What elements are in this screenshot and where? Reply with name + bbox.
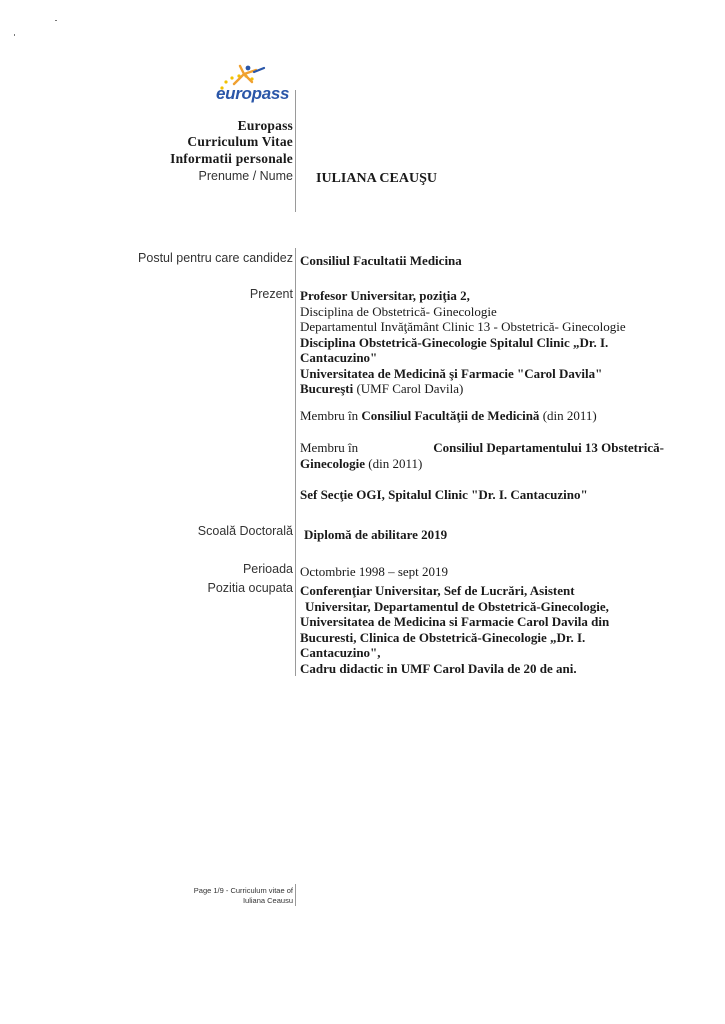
post-value: Consiliul Facultatii Medicina [300, 253, 462, 268]
wordmark-pass: pass [251, 84, 290, 103]
pozitia-line: Bucuresti, Clinica de Obstetrică-Ginecologie „Dr. I. [300, 629, 586, 645]
header-europass: Europass [237, 118, 293, 133]
scoala-label: Scoală Doctorală [197, 524, 293, 538]
perioada-value: Octombrie 1998 – sept 2019 [300, 564, 449, 579]
prezent-line: Departamentul Invăţământ Clinic 13 - Obstetrică- Ginecologie [300, 319, 626, 334]
umf-short-text: (UMF Carol Davila) [356, 381, 464, 396]
pozitia-line: Universitatea de Medicina si Farmacie Carol Davila din [300, 614, 610, 629]
prezent-line-city [300, 381, 626, 397]
membru1-prefix: Membru în [300, 408, 362, 423]
post-label: Postul pentru care candidez [138, 251, 293, 265]
name-label: Prenume / Nume [198, 169, 293, 183]
prezent-line: Profesor Universitar, poziţia 2, [300, 288, 470, 303]
membru2-prefix: Membru în [300, 440, 359, 455]
prezent-line: Universitatea de Medicină şi Farmacie "Carol Davila" [300, 365, 603, 381]
pozitia-line: Cadru didactic in UMF Carol Davila de 20 de ani. [300, 660, 577, 676]
pozitia-label: Pozitia ocupata [207, 581, 293, 595]
perioada-label: Perioada [242, 562, 293, 576]
membru2-line1 [300, 440, 664, 456]
prezent-line: Disciplina de Obstetrică- Ginecologie [300, 303, 497, 319]
membru2-bold: Consiliul Departamentului 13 Obstetrică- [433, 440, 664, 455]
column-divider [295, 90, 296, 212]
column-divider [295, 248, 296, 676]
scan-speck [14, 34, 15, 36]
page-footer [194, 886, 293, 906]
europass-wordmark [216, 84, 289, 104]
header-personal-info: Informatii personale [170, 151, 293, 166]
pozitia-line: Universitar, Departamentul de Obstetrică-Ginecologie, [305, 598, 609, 614]
membru1-suffix: (din 2011) [539, 408, 597, 423]
prezent-line: Cantacuzino" [300, 350, 378, 365]
prezent-line: Disciplina Obstetrică-Ginecologie Spitalul Clinic „Dr. I. [300, 334, 609, 350]
footer-line2: Iuliana Ceausu [242, 896, 293, 905]
scoala-value: Diplomă de abilitare 2019 [304, 527, 448, 542]
header-curriculum-vitae: Curriculum Vitae [187, 134, 293, 149]
membru2-bold2: Ginecologie [300, 455, 365, 471]
pozitia-line: Cantacuzino", [300, 645, 381, 660]
membru-consiliu-departament [300, 440, 664, 471]
name-value: IULIANA CEAUŞU [316, 171, 437, 186]
pozitia-line: Conferenţiar Universitar, Sef de Lucrări, Asistent [300, 583, 575, 598]
membru2-line2 [300, 456, 664, 472]
membru1-bold: Consiliul Facultăţii de Medicină [361, 408, 540, 423]
footer-line1: Page 1/9 - Curriculum vitae of [193, 886, 293, 895]
wordmark-euro: euro [216, 84, 252, 103]
prezent-label: Prezent [249, 287, 293, 301]
sef-sectie: Sef Secţie OGI, Spitalul Clinic "Dr. I. Cantacuzino" [300, 487, 588, 502]
city-text: Bucureşti [300, 381, 354, 396]
prezent-block [300, 288, 626, 397]
membru2-suffix: (din 2011) [365, 455, 423, 471]
footer-divider [295, 884, 296, 906]
membru-consiliu-facultate [300, 408, 597, 424]
pozitia-block [300, 583, 609, 676]
scan-speck [55, 20, 57, 21]
europass-logo [210, 64, 300, 106]
